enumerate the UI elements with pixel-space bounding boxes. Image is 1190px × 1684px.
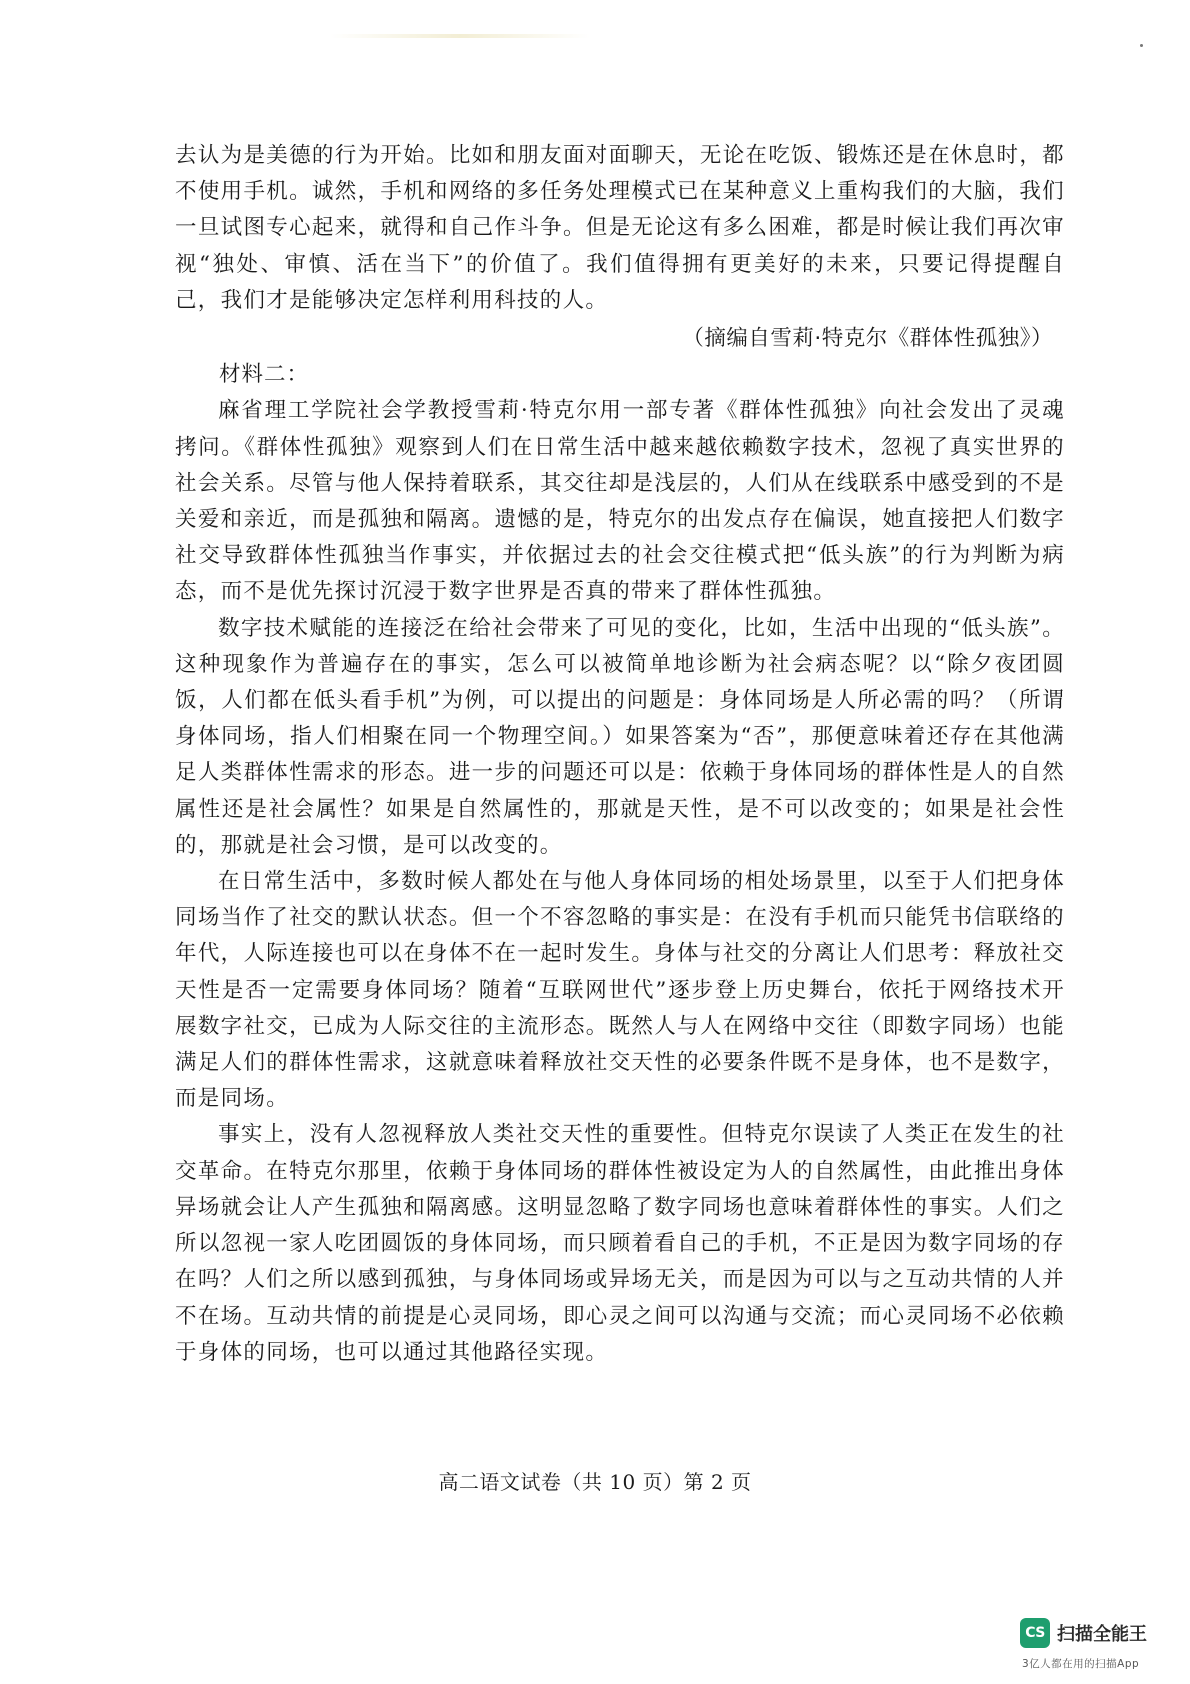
page-footer: 高二语文试卷（共 10 页）第 2 页: [438, 1470, 752, 1494]
paragraph-continued: 去认为是美德的行为开始。比如和朋友面对面聊天，无论在吃饭、锻炼还是在休息时，都不使用手机。诚然，手机和网络的多任务处理模式已在某种意义上重构我们的大脑，我们一旦试图专心起来，就得和自己作斗争。但是无论这有多么困难，都是时候让我们再次审视“独处、审慎、活在当下”的价值了。我们值得拥有更美好的未来，只要记得提醒自己，我们才是能够决定怎样利用科技的人。: [175, 143, 1065, 313]
scan-dot: [1140, 44, 1143, 47]
scan-smudge: [330, 34, 590, 38]
page-content: [175, 138, 1065, 1371]
paragraph: 数字技术赋能的连接泛在给社会带来了可见的变化，比如，生活中出现的“低头族”。这种现象作为普遍存在的事实，怎么可以被简单地诊断为社会病态呢？以“除夕夜团圆饭，人们都在低头看手机”为例，可以提出的问题是：身体同场是人所必需的吗？（所谓身体同场，指人们相聚在同一个物理空间。）如果答案为“否”，那便意味着还存在其他满足人类群体性需求的形态。进一步的问题还可以是：依赖于身体同场的群体性是人的自然属性还是社会属性？如果是自然属性的，那就是天性，是不可以改变的；如果是社会性的，那就是社会习惯，是可以改变的。: [175, 615, 1065, 858]
camscanner-logo-icon: CS: [1020, 1618, 1050, 1648]
paragraph: 事实上，没有人忽视释放人类社交天性的重要性。但特克尔误读了人类正在发生的社交革命。在特克尔那里，依赖于身体同场的群体性被设定为人的自然属性，由此推出身体异场就会让人产生孤独和隔离感。这明显忽略了数字同场也意味着群体性的事实。人们之所以忽视一家人吃团圆饭的身体同场，而只顾着看自己的手机，不正是因为数字同场的存在吗？人们之所以感到孤独，与身体同场或异场无关，而是因为可以与之互动共情的人并不在场。互动共情的前提是心灵同场，即心灵之间可以沟通与交流；而心灵同场不必依赖于身体的同场，也可以通过其他路径实现。: [175, 1122, 1065, 1365]
watermark-tagline: 3亿人都在用的扫描App: [1022, 1658, 1140, 1670]
watermark-app-name: 扫描全能王: [1057, 1624, 1147, 1645]
paragraph: 麻省理工学院社会学教授雪莉·特克尔用一部专著《群体性孤独》向社会发出了灵魂拷问。《群体性孤独》观察到人们在日常生活中越来越依赖数字技术，忽视了真实世界的社会关系。尽管与他人保持着联系，其交往却是浅层的，人们从在线联系中感受到的不是关爱和亲近，而是孤独和隔离。遗憾的是，特克尔的出发点存在偏误，她直接把人们数字社交导致群体性孤独当作事实，并依据过去的社会交往模式把“低头族”的行为判断为病态，而不是优先探讨沉浸于数字世界是否真的带来了群体性孤独。: [175, 398, 1065, 605]
scanner-watermark: [1020, 1618, 1180, 1678]
section-heading: 材料二：: [219, 362, 310, 388]
paragraph: 在日常生活中，多数时候人都处在与他人身体同场的相处场景里，以至于人们把身体同场当作了社交的默认状态。但一个不容忽略的事实是：在没有手机而只能凭书信联络的年代，人际连接也可以在身体不在一起时发生。身体与社交的分离让人们思考：释放社交天性是否一定需要身体同场？随着“互联网世代”逐步登上历史舞台，依托于网络技术开展数字社交，已成为人际交往的主流形态。既然人与人在网络中交往（即数字同场）也能满足人们的群体性需求，这就意味着释放社交天性的必要条件既不是身体，也不是数字，而是同场。: [175, 869, 1065, 1112]
source-citation: （摘编自雪莉·特克尔《群体性孤独》）: [682, 326, 1053, 352]
